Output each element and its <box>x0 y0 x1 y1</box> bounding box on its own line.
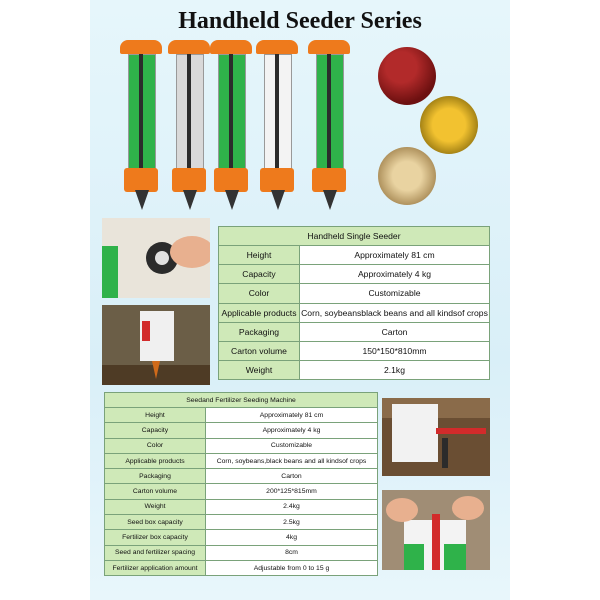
spec-label: Applicable products <box>219 303 300 322</box>
spec-row <box>105 469 378 484</box>
seeder-rod <box>229 54 233 184</box>
spec-row <box>105 453 378 468</box>
seeder-handle <box>120 40 162 54</box>
seeder-rod <box>187 54 191 184</box>
spec-row <box>219 284 490 303</box>
red-beans-image <box>378 47 436 105</box>
seeder-tip <box>271 190 285 210</box>
spec-label: Fertilizer application amount <box>105 560 206 575</box>
spec-value: Approximately 81 cm <box>300 246 490 265</box>
seeder-handle <box>210 40 252 54</box>
fertilizer-ground-illustration <box>382 398 490 476</box>
spec-row <box>219 322 490 341</box>
seeder-product-image <box>260 40 294 212</box>
field-usage-illustration <box>102 305 210 385</box>
spec-row <box>105 530 378 545</box>
seeder-tip <box>183 190 197 210</box>
spec-value: Adjustable from 0 to 15 g <box>206 560 378 575</box>
seeder-product-image <box>214 40 248 212</box>
spec-row <box>219 361 490 380</box>
spec-label: Packaging <box>105 469 206 484</box>
spec-label: Color <box>105 438 206 453</box>
soybeans-image <box>378 147 436 205</box>
spec-label: Height <box>219 246 300 265</box>
seeder-product-image <box>172 40 206 212</box>
fertilizer-hands-illustration <box>382 490 490 570</box>
seeder-tip <box>225 190 239 210</box>
spec-value: 200*125*815mm <box>206 484 378 499</box>
fertilizer-seeder-ground-photo <box>382 398 490 476</box>
seeder-tip <box>323 190 337 210</box>
spec-label: Packaging <box>219 322 300 341</box>
fertilizer-machine-spec-table <box>104 392 378 576</box>
spec-label: Weight <box>219 361 300 380</box>
seeder-rod <box>139 54 143 184</box>
spec-label: Seed and fertilizer spacing <box>105 545 206 560</box>
spec-label: Applicable products <box>105 453 206 468</box>
spec-value: Approximately 4 kg <box>206 423 378 438</box>
spec-label: Carton volume <box>105 484 206 499</box>
spec-value: Carton <box>206 469 378 484</box>
spec-value: Customizable <box>300 284 490 303</box>
seeder-handle <box>168 40 210 54</box>
spec-row <box>105 515 378 530</box>
seeder-rod <box>275 54 279 184</box>
seeder-metering-unit <box>312 168 346 192</box>
spec-value: 150*150*810mm <box>300 341 490 360</box>
page-title: Handheld Seeder Series <box>178 8 422 34</box>
spec-label: Height <box>105 408 206 423</box>
seeder-metering-unit <box>124 168 158 192</box>
spec-row <box>105 484 378 499</box>
seeder-product-image <box>312 40 346 212</box>
spec-label: Weight <box>105 499 206 514</box>
seeder-rod <box>327 54 331 184</box>
fertilizer-seeder-hands-photo <box>382 490 490 570</box>
spec-row <box>219 341 490 360</box>
seeder-metering-unit <box>172 168 206 192</box>
spec-row <box>219 303 490 322</box>
spec-row <box>105 560 378 575</box>
spec-value: 4kg <box>206 530 378 545</box>
seeder-handle <box>308 40 350 54</box>
seeder-closeup-illustration <box>102 218 210 298</box>
spec-row <box>105 438 378 453</box>
spec-row <box>105 423 378 438</box>
spec-value: Approximately 81 cm <box>206 408 378 423</box>
spec-label: Seed box capacity <box>105 515 206 530</box>
spec-value: Corn, soybeansblack beans and all kindsof crops <box>300 303 490 322</box>
spec-row <box>105 499 378 514</box>
spec-value: Approximately 4 kg <box>300 265 490 284</box>
field-usage-photo <box>102 305 210 385</box>
spec-label: Carton volume <box>219 341 300 360</box>
seeder-metering-unit <box>260 168 294 192</box>
fertilizer-machine-table-header: Seedand Fertilizer Seeding Machine <box>105 393 378 408</box>
spec-value: Corn, soybeans,black beans and all kindsof crops <box>206 453 378 468</box>
spec-label: Fertilizer box capacity <box>105 530 206 545</box>
spec-value: 2.1kg <box>300 361 490 380</box>
spec-row <box>105 408 378 423</box>
spec-value: 2.5kg <box>206 515 378 530</box>
seeder-product-image <box>124 40 158 212</box>
spec-label: Color <box>219 284 300 303</box>
seeder-tip <box>135 190 149 210</box>
single-seeder-table-header: Handheld Single Seeder <box>219 227 490 246</box>
spec-value: Customizable <box>206 438 378 453</box>
spec-label: Capacity <box>105 423 206 438</box>
seeder-handle <box>256 40 298 54</box>
spec-value: 2.4kg <box>206 499 378 514</box>
spec-row <box>219 265 490 284</box>
single-seeder-spec-table <box>218 226 490 380</box>
spec-value: 8cm <box>206 545 378 560</box>
spec-row <box>219 246 490 265</box>
spec-row <box>105 545 378 560</box>
seeder-closeup-photo <box>102 218 210 298</box>
seeder-metering-unit <box>214 168 248 192</box>
spec-value: Carton <box>300 322 490 341</box>
corn-image <box>420 96 478 154</box>
spec-label: Capacity <box>219 265 300 284</box>
